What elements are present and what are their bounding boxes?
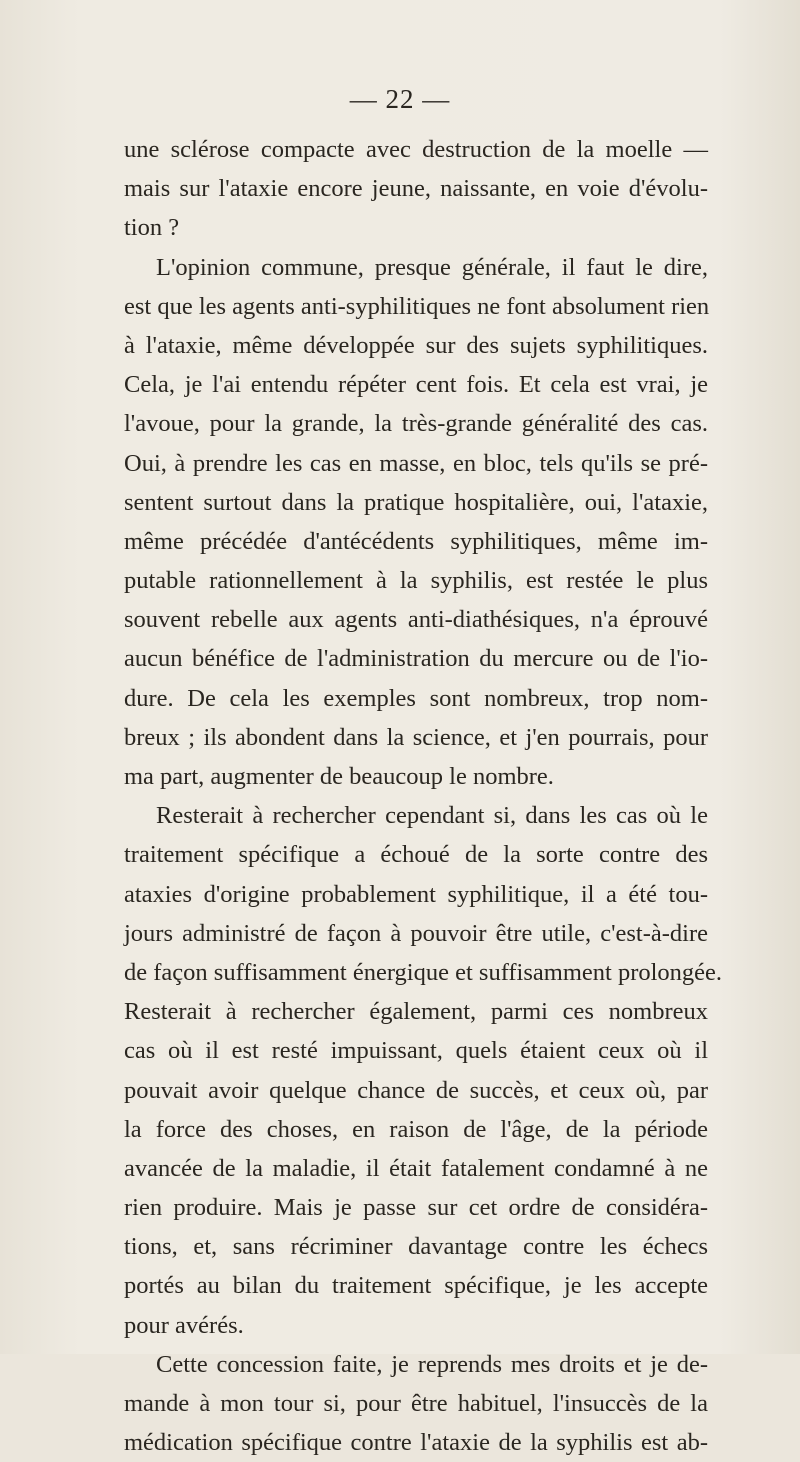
text-line: souvent rebelle aux agents anti-diathésiques, n'a éprouvé [124,606,708,634]
text-line: Cela, je l'ai entendu répéter cent fois. Et cela est vrai, je [124,371,708,399]
text-line: mande à mon tour si, pour être habituel, l'insuccès de la [124,1390,708,1417]
text-line: ataxies d'origine probablement syphilitique, il a été tou- [124,880,708,908]
text-line: sentent surtout dans la pratique hospitalière, oui, l'ataxie, [124,488,708,516]
text-line: est que les agents anti-syphilitiques ne font absolument rien [124,292,710,320]
text-line: à l'ataxie, même développée sur des sujets syphilitiques. [124,331,708,359]
page-number: — 22 — [349,84,451,114]
text-line: Resterait à rechercher également, parmi ces nombreux [124,998,708,1026]
text-line: portés au bilan du traitement spécifique, je les accepte [124,1272,708,1300]
text-line: breux ; ils abondent dans la science, et j'en pourrais, pour [124,723,708,751]
text-line: l'avoue, pour la grande, la très-grande généralité des cas. [124,410,708,438]
text-line: tions, et, sans récriminer davantage contre les échecs [124,1233,708,1261]
text-line: Resterait à rechercher cependant si, dans les cas où le [156,802,708,830]
text-line: dure. De cela les exemples sont nombreux, trop nom- [124,684,708,712]
text-line: rien produire. Mais je passe sur cet ordre de considéra- [124,1194,708,1222]
text-line: jours administré de façon à pouvoir être utile, c'est-à-dire [124,919,708,947]
text-line: L'opinion commune, presque générale, il faut le dire, [156,253,708,281]
text-line: même précédée d'antécédents syphilitiques, même im- [124,527,708,555]
text-line: traitement spécifique a échoué de la sorte contre des [124,841,708,869]
page-text [124,130,723,1462]
text-line: Oui, à prendre les cas en masse, en bloc, tels qu'ils se pré- [124,449,708,477]
text-line: mais sur l'ataxie encore jeune, naissante, en voie d'évolu- [124,175,708,203]
text-line: de façon suffisamment énergique et suffisamment prolongée. [124,958,723,986]
text-line: aucun bénéfice de l'administration du mercure ou de l'io- [124,645,708,673]
text-line: putable rationnellement à la syphilis, est restée le plus [124,567,708,595]
text-line: tion ? [124,214,180,242]
text-line: médication spécifique contre l'ataxie de la syphilis est ab- [124,1429,708,1457]
text-line: une sclérose compacte avec destruction de la moelle — [124,136,708,163]
text-line: la force des choses, en raison de l'âge, de la période [124,1115,708,1143]
text-line: cas où il est resté impuissant, quels étaient ceux où il [124,1037,708,1065]
text-line: pour avérés. [124,1311,244,1339]
text-line: pouvait avoir quelque chance de succès, et ceux où, par [124,1076,708,1104]
text-line: Cette concession faite, je reprends mes droits et je de- [156,1350,708,1378]
text-line: avancée de la maladie, il était fatalement condamné à ne [124,1154,708,1182]
text-line: ma part, augmenter de beaucoup le nombre. [124,763,554,790]
